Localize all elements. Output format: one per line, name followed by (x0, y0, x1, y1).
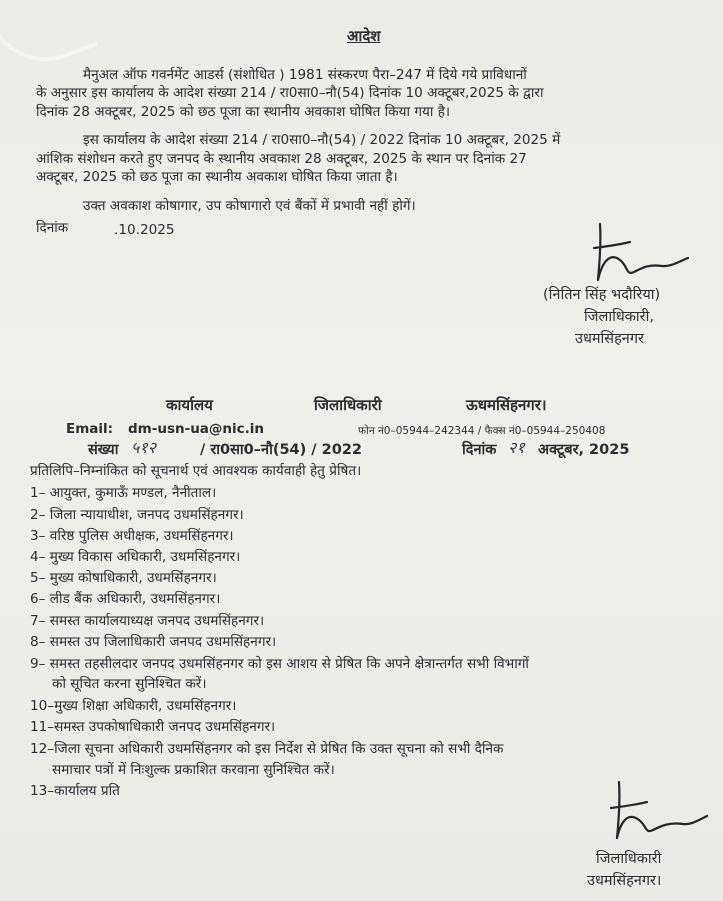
office-heading: कार्यालय (166, 396, 213, 414)
email-address: dm-usn-ua@nic.in (128, 421, 265, 437)
list-item: 6– लीड बैंक अधिकारी, उधमसिंहनगर। (30, 591, 221, 607)
date-label: दिनांक (36, 220, 69, 236)
signature-2 (595, 778, 715, 848)
number-handwritten: ५१२ (131, 438, 156, 457)
list-item: 10–मुख्य शिक्षा अधिकारी, उधमसिंहनगर। (30, 698, 237, 714)
office-place: ऊधमसिंहनगर। (466, 396, 547, 414)
para1-line3: दिनांक 28 अक्टूबर, 2025 को छठ पूजा का स्थानीय अवकाश घोषित किया गया है। (36, 104, 451, 120)
list-item: 13–कार्यालय प्रति (30, 783, 120, 799)
list-item: 2– जिला न्यायाधीश, जनपद उधमसिंहनगर। (30, 507, 244, 523)
list-item: 7– समस्त कार्यालयाध्यक्ष जनपद उधमसिंहनगर। (30, 613, 265, 629)
para1-line1: मैनुअल ऑफ गवर्नमेंट आडर्स (संशोधित ) 1981 संस्करण पैरा–247 में दिये गये प्राविधानों (83, 67, 527, 83)
list-item: 12–जिला सूचना अधिकारी उधमसिंहनगर को इस निर्देश से प्रेषित कि उक्त सूचना को सभी दैनिक (30, 741, 504, 757)
para3: उक्त अवकाश कोषागार, उप कोषागारो एवं बैंकों में प्रभावी नहीं होगें। (83, 198, 416, 214)
list-item: 8– समस्त उप जिलाधिकारी जनपद उधमसिंहनगर। (30, 634, 277, 650)
list-item-continued: को सूचित करना सुनिश्चित करें। (52, 676, 207, 692)
para2-line3: अक्टूबर, 2025 को छठ पूजा का स्थानीय अवकाश घोषित किया जाता है। (36, 169, 398, 185)
number-label: संख्या (88, 442, 119, 458)
list-item-continued: समाचार पत्रों में निःशुल्क प्रकाशित करवाना सुनिश्चित करें। (52, 762, 335, 778)
list-item: 9– समस्त तहसीलदार जनपद उधमसिंहनगर को इस आशय से प्रेषित कि अपने क्षेत्रान्तर्गत सभी विभागों (30, 656, 529, 672)
para1-line2: के अनुसार इस कार्यालय के आदेश संख्या 214 / रा0सा0–नौ(54) दिनांक 10 अक्टूबर,2025 के द्वारा (36, 85, 544, 101)
signatory-place: उधमसिंहनगर (575, 331, 644, 347)
para2-line1: इस कार्यालय के आदेश संख्या 214 / रा0सा0–नौ(54) / 2022 दिनांक 10 अक्टूबर, 2025 में (83, 132, 561, 148)
list-item: 1– आयुक्त, कुमाऊँ मण्डल, नैनीताल। (30, 485, 217, 501)
copy-signatory-place: उधमसिंहनगर। (587, 873, 662, 889)
signatory-designation: जिलाधिकारी, (584, 309, 654, 325)
number-reference: / रा0सा0–नौ(54) / 2022 (200, 442, 362, 458)
date-value: .10.2025 (114, 222, 175, 238)
copy-signatory-designation: जिलाधिकारी (596, 851, 662, 867)
letter-date-rest: अक्टूबर, 2025 (538, 442, 630, 458)
email-label: Email: (66, 421, 114, 437)
list-item: 5– मुख्य कोषाधिकारी, उधमसिंहनगर। (30, 570, 217, 586)
date-handwritten: २१ (508, 438, 525, 457)
list-item: 3– वरिष्ठ पुलिस अधीक्षक, उधमसिंहनगर। (30, 528, 234, 544)
office-designation: जिलाधिकारी (314, 396, 382, 414)
para2-line2: आंशिक संशोधन करते हुए जनपद के स्थानीय अवकाश 28 अक्टूबर, 2025 के स्थान पर दिनांक 27 (36, 151, 527, 167)
phone-fax: फोन नं0–05944–242344 / फैक्स नं0–05944–250408 (358, 425, 606, 437)
list-item: 4– मुख्य विकास अधिकारी, उधमसिंहनगर। (30, 549, 241, 565)
signatory-name: (नितिन सिंह भदौरिया) (543, 287, 661, 303)
copy-intro: प्रतिलिपि–निम्नांकित को सूचनार्थ एवं आवश्यक कार्यवाही हेतु प्रेषित। (30, 463, 362, 479)
order-title: आदेश (347, 27, 381, 45)
list-item: 11–समस्त उपकोषाधिकारी जनपद उधमसिंहनगर। (30, 719, 276, 735)
letter-date-label: दिनांक (462, 442, 497, 458)
signature-1 (570, 218, 700, 288)
